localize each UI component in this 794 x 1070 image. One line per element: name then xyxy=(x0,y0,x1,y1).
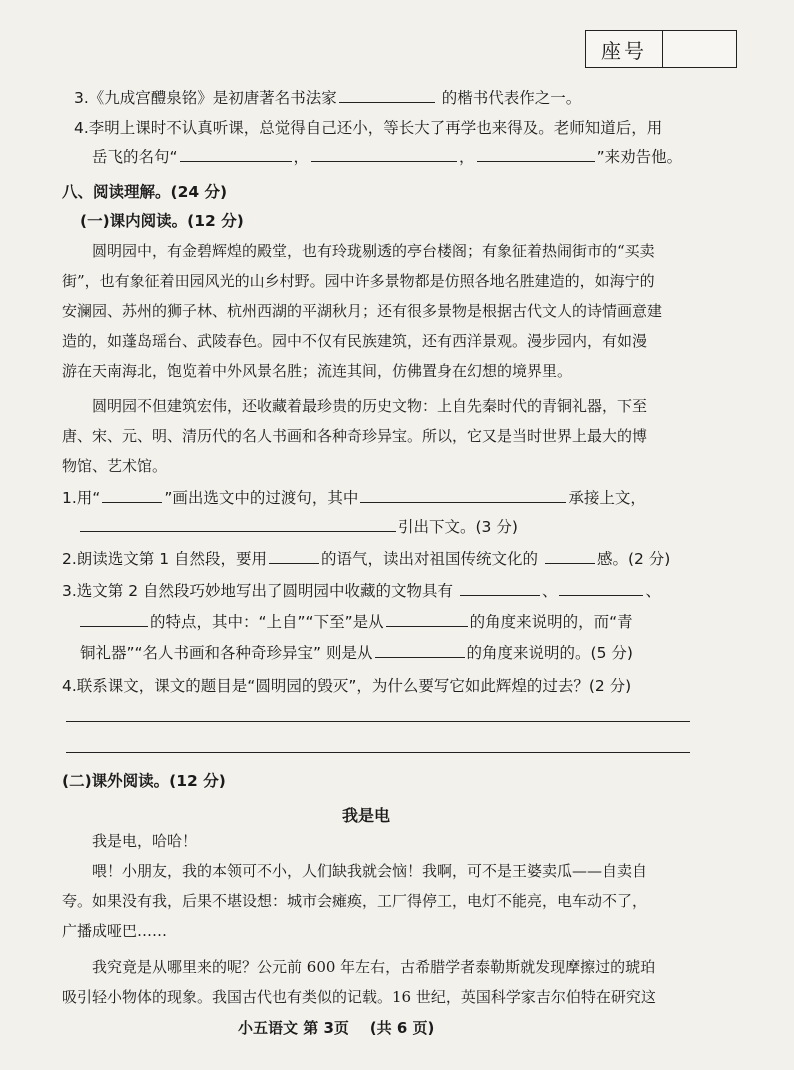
answer-blank[interactable] xyxy=(386,611,468,627)
seat-number-field[interactable] xyxy=(663,31,736,67)
passage-line: 圆明园中，有金碧辉煌的殿堂，也有玲珑剔透的亭台楼阁；有象征着热闹街市的“买卖 xyxy=(92,242,655,260)
answer-blank[interactable] xyxy=(339,87,435,103)
answer-line[interactable] xyxy=(66,752,690,753)
passage-line: 喂！小朋友，我的本领可不小，人们缺我就会恼！我啊，可不是王婆卖瓜——自卖自 xyxy=(92,862,648,880)
answer-blank[interactable] xyxy=(375,642,465,658)
answer-blank[interactable] xyxy=(545,548,595,564)
seat-number-box xyxy=(585,30,737,68)
passage-line: 广播成哑巴…… xyxy=(62,922,168,940)
question-8-1-line1: 1.用“ ”画出选文中的过渡句，其中 承接上文， xyxy=(62,489,646,507)
answer-blank[interactable] xyxy=(477,146,595,162)
passage-line: 物馆、艺术馆。 xyxy=(62,457,168,475)
passage-line: 造的，如蓬岛瑶台、武陵春色。园中不仅有民族建筑，还有西洋景观。漫步园内，有如漫 xyxy=(62,332,648,350)
answer-blank[interactable] xyxy=(80,516,396,532)
answer-blank[interactable] xyxy=(180,146,292,162)
seat-number-label: 座号 xyxy=(586,31,663,67)
passage-line: 圆明园不但建筑宏伟，还收藏着最珍贵的历史文物：上自先秦时代的青铜礼器，下至 xyxy=(92,397,648,415)
answer-blank[interactable] xyxy=(269,548,319,564)
question-7-4-line2: 岳飞的名句“ ， ， ”来劝告他。 xyxy=(92,148,683,166)
passage-line: 我究竟是从哪里来的呢？公元前 600 年左右，古希腊学者泰勒斯就发现摩擦过的琥珀 xyxy=(92,958,656,976)
passage-line: 吸引轻小物体的现象。我国古代也有类似的记载。16 世纪，英国科学家吉尔伯特在研究这 xyxy=(62,988,656,1006)
section-8-title: 八、阅读理解。(24 分) xyxy=(62,183,228,201)
question-8-3-line3: 铜礼器”“名人书画和各种奇珍异宝” 则是从 的角度来说明的。(5 分) xyxy=(80,644,633,662)
page-footer: 小五语文 第 3页 (共 6 页) xyxy=(238,1019,435,1037)
passage-line: 唐、宋、元、明、清历代的名人书画和各种奇珍异宝。所以，它又是当时世界上最大的博 xyxy=(62,427,648,445)
passage-line: 街”，也有象征着田园风光的山乡村野。园中许多景物都是仿照各地名胜建造的，如海宁的 xyxy=(62,272,655,290)
question-8-2: 2.朗读选文第 1 自然段，要用 的语气，读出对祖国传统文化的 感。(2 分) xyxy=(62,550,671,568)
question-7-3: 3.《九成宫醴泉铭》是初唐著名书法家 的楷书代表作之一。 xyxy=(74,89,582,107)
passage-line: 我是电，哈哈！ xyxy=(92,832,198,850)
essay-title: 我是电 xyxy=(342,806,391,825)
answer-blank[interactable] xyxy=(102,487,162,503)
part-1-title: (一)课内阅读。(12 分) xyxy=(80,212,244,230)
answer-line[interactable] xyxy=(66,721,690,722)
question-8-1-line2: 引出下文。(3 分) xyxy=(80,516,518,538)
question-7-4-line1: 4.李明上课时不认真听课，总觉得自己还小，等长大了再学也来得及。老师知道后，用 xyxy=(74,119,663,137)
answer-blank[interactable] xyxy=(559,580,643,596)
answer-blank[interactable] xyxy=(360,487,566,503)
question-8-3-line2: 的特点，其中：“上自”“下至”是从 的角度来说明的，而“青 xyxy=(80,611,633,633)
answer-blank[interactable] xyxy=(311,146,457,162)
question-8-3-line1: 3.选文第 2 自然段巧妙地写出了圆明园中收藏的文物具有 、 、 xyxy=(62,582,661,600)
passage-line: 安澜园、苏州的狮子林、杭州西湖的平湖秋月；还有很多景物是根据古代文人的诗情画意建 xyxy=(62,302,663,320)
part-2-title: (二)课外阅读。(12 分) xyxy=(62,772,226,790)
passage-line: 游在天南海北，饱览着中外风景名胜；流连其间，仿佛置身在幻想的境界里。 xyxy=(62,362,573,380)
passage-line: 夸。如果没有我，后果不堪设想：城市会瘫痪，工厂得停工，电灯不能亮，电车动不了， xyxy=(62,892,648,910)
answer-blank[interactable] xyxy=(80,611,148,627)
answer-blank[interactable] xyxy=(460,580,540,596)
question-8-4: 4.联系课文，课文的题目是“圆明园的毁灭”，为什么要写它如此辉煌的过去？(2 分) xyxy=(62,677,632,695)
